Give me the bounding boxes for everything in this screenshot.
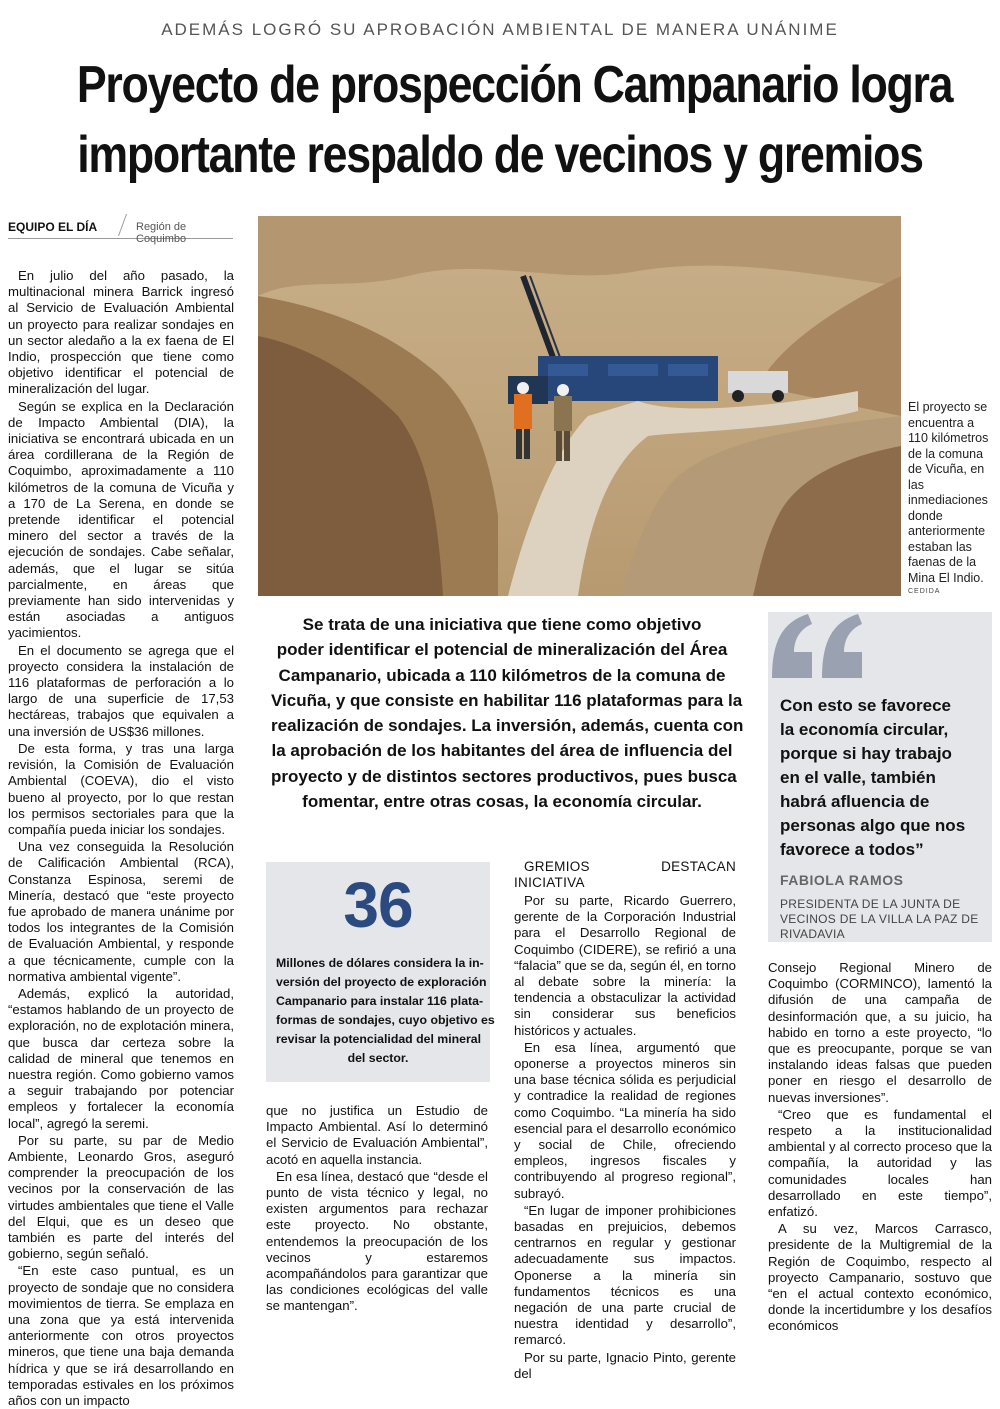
stat-line: versión del proyecto de exploración [276, 975, 487, 989]
pullout-line: proyecto y de distintos sectores productivos, pues busca [271, 766, 737, 786]
byline-divider [118, 214, 127, 236]
pullout-summary [271, 612, 744, 814]
article-column-1 [8, 268, 234, 1409]
paragraph: Por su parte, Ricardo Guerrero, gerente de la Corporación Industrial para el Desarrollo Regional de Coquimbo (CIDERE), se refirió a una “falacia” que se da, según él, en torno al debate sobre la minería: la tendencia a obstaculizar la actividad sin considerar sus beneficios históricos y actuales. [514, 893, 736, 1038]
byline [8, 216, 233, 245]
article-column-4 [768, 960, 992, 1334]
quote-author-role: PRESIDENTA DE LA JUNTA DE VECINOS DE LA VILLA LA PAZ DE RIVADAVIA [780, 897, 979, 941]
paragraph: A su vez, Marcos Carrasco, presidente de la Multigremial de la Región de Coquimbo, respecto al proyecto Campanario, sostuvo que “en el actual contexto económico, donde la incertidumbre y los desafíos económicos [768, 1221, 992, 1334]
quote-line: personas algo que nos [780, 816, 966, 835]
stat-line: revisar la potencialidad del mineral [276, 1032, 482, 1046]
paragraph: Por su parte, su par de Medio Ambiente, Leonardo Gros, aseguró comprender la preocupación de los vecinos por la conservación de las virtudes ambientales que tiene el Valle del Elqui, que es un deseo que también es parte del interés del gobierno, según señaló. [8, 1132, 234, 1262]
pullout-line: fomentar, entre otras cosas, la economía circular. [302, 792, 702, 812]
article-column-3 [514, 859, 736, 1381]
paragraph: En esa línea, argumentó que oponerse a proyectos mineros sin una base técnica sólida es perjudicial y contradice la realidad de regiones como Coquimbo. “La minería ha sido esencial para el desarrollo económico y social de Chile, ofreciendo empleos, ingresos fiscales y contribuyendo al progreso regional”, subrayó. [514, 1039, 736, 1201]
pullout-line: Vicuña, y que consiste en habilitar 116 plataformas para la [271, 690, 743, 710]
quote-line: la economía circular, [780, 720, 949, 739]
paragraph: Además, explicó la autoridad, “estamos hablando de un proyecto de exploración, no de explotación minera, que busca dar certeza sobre la calidad de mineral que tenemos en nuestra región. Como gobierno vamos a seguir trabajando por potenciar empleos y fortalecer la economía local”, agregó la seremi. [8, 985, 234, 1131]
quote-line: porque si hay trabajo [780, 744, 952, 763]
pullout-line: Campanario, ubicada a 110 kilómetros de la comuna de [278, 665, 726, 685]
stat-number: 36 [343, 869, 413, 941]
paragraph: Una vez conseguida la Resolución de Calificación Ambiental (RCA), Constanza Espinosa, seremi de Minería, destacó que “este proyecto fue aprobado de manera unánime por todos los integrantes de la Comisión de Evaluación Ambiental, y responde a que técnicamente, cumple con la normativa ambiental vigente”. [8, 839, 234, 984]
quote-line: habrá afluencia de [780, 792, 930, 811]
quote-mark-icon [768, 612, 868, 682]
paragraph: De esta forma, y tras una larga revisión, la Comisión de Evaluación Ambiental (COEVA), dio el visto bueno al proyecto, por lo que restan los permisos sectoriales para que la compañía pueda iniciar los sondajes. [8, 740, 234, 837]
quote-box [768, 612, 992, 942]
paragraph: “En este caso puntual, es un proyecto de sondaje que no considera movimientos de tierra. Se emplaza en una zona que ya está intervenida anteriormente con otros proyectos mineros, que tiene una baja demanda hídrica y que se irá desarrollando en temporadas estivales en los próximos años con un impacto [8, 1263, 234, 1409]
quote-text [780, 694, 988, 862]
pullout-line: realización de sondajes. La inversión, además, cuenta con [271, 716, 744, 736]
quote-line: Con esto se favorece [780, 696, 952, 715]
quote-author-name: FABIOLA RAMOS [780, 872, 904, 888]
paragraph: Según se explica en la Declaración de Impacto Ambiental (DIA), la iniciativa se encontrará ubicada en un área cordillerana de la Región de Coquimbo, aproximadamente a 110 kilómetros de la comuna de Vicuña y a 170 de La Serena, en donde se pretende identificar el potencial minero del sector a través de la ejecución de sondajes. Cabe señalar, además, que el lugar se sitúa parcialmente, en áreas que previamente han sido intervenidas y están asociadas a antiguos yacimientos. [8, 398, 234, 641]
stat-box [266, 862, 495, 1082]
kicker: ADEMÁS LOGRÓ SU APROBACIÓN AMBIENTAL DE MANERA UNÁNIME [161, 20, 839, 39]
pullout-line: la aprobación de los habitantes del área de influencia del [271, 741, 733, 761]
pullout-line: Se trata de una iniciativa que tiene como objetivo [302, 615, 702, 634]
pullout-line: poder identificar el potencial de mineralización del Área [276, 640, 728, 660]
paragraph: Por su parte, Ignacio Pinto, gerente del [514, 1349, 736, 1381]
stat-line: formas de sondajes, cuyo objetivo es [276, 1013, 495, 1027]
headline-line-1: Proyecto de prospección Campanario logra [76, 56, 953, 114]
paragraph: “Creo que es fundamental el respeto a la institucionalidad ambiental y al correcto proceso que la compañía, la autoridad y las comunidades locales han desarrollado en este tiempo”, enfatizó. [768, 1106, 992, 1220]
byline-region: Región de Coquimbo [136, 221, 187, 245]
article-photo [258, 216, 901, 596]
mining-site-illustration [258, 216, 901, 596]
article-column-2 [266, 1103, 488, 1314]
headline-line-2: importante respaldo de vecinos y gremios [77, 126, 923, 184]
stat-description [276, 954, 495, 1068]
quote-line: favorece a todos” [780, 840, 924, 859]
stat-line: Campanario para instalar 116 plata- [276, 994, 484, 1008]
photo-caption: El proyecto se encuentra a 110 kilómetros de la comuna de Vicuña, en las inmediaciones donde anteriormente estaban las faenas de la Mina El Indio. [908, 400, 989, 585]
paragraph: que no justifica un Estudio de Impacto Ambiental. Así lo determinó el Servicio de Evaluación Ambiental”, acotó en aquella instancia. [266, 1103, 488, 1167]
paragraph: En julio del año pasado, la multinacional minera Barrick ingresó al Servicio de Evaluación Ambiental un proyecto para realizar sondajes en un sector aledaño a la ex faena de El Indio, prospección que tiene como objetivo identificar el potencial de mineralización del lugar. [8, 268, 234, 397]
stat-line: del sector. [347, 1051, 409, 1065]
stat-line: Millones de dólares considera la in- [276, 956, 484, 970]
paragraph: En esa línea, destacó que “desde el punto de vista técnico y legal, no existen argumentos para rechazar este proyecto. No obstante, entendemos la preocupación de los vecinos y estaremos acompañándolos para garantizar que las condiciones ecológicas del valle se mantengan”. [266, 1168, 488, 1314]
paragraph: En el documento se agrega que el proyecto considera la instalación de 116 plataformas de perforación a lo largo de una superficie de 17,53 hectáreas, trabajos que equivalen a una inversión de US$36 millones. [8, 642, 234, 739]
headline [76, 50, 953, 190]
byline-author: EQUIPO EL DÍA [8, 220, 98, 234]
section-heading: GREMIOS DESTACAN INICIATIVA [514, 859, 736, 891]
paragraph: “En lugar de imponer prohibiciones basadas en prejuicios, debemos centrarnos en regular y gestionar adecuadamente sus impactos. Oponerse a la minería sin fundamentos técnicos es una negación de una parte crucial de nuestra identidad y desarrollo”, remarcó. [514, 1202, 736, 1348]
photo-credit: CEDIDA [908, 588, 941, 595]
paragraph: Consejo Regional Minero de Coquimbo (CORMINCO), lamentó la difusión de una campaña de desinformación que, a su juicio, ha habido en torno a este proyecto, “lo que es preocupante, porque se van instalando ideas falsas que pueden poner en riesgo el desarrollo de nuevas inversiones”. [768, 960, 992, 1105]
quote-line: en el valle, también [780, 768, 936, 787]
